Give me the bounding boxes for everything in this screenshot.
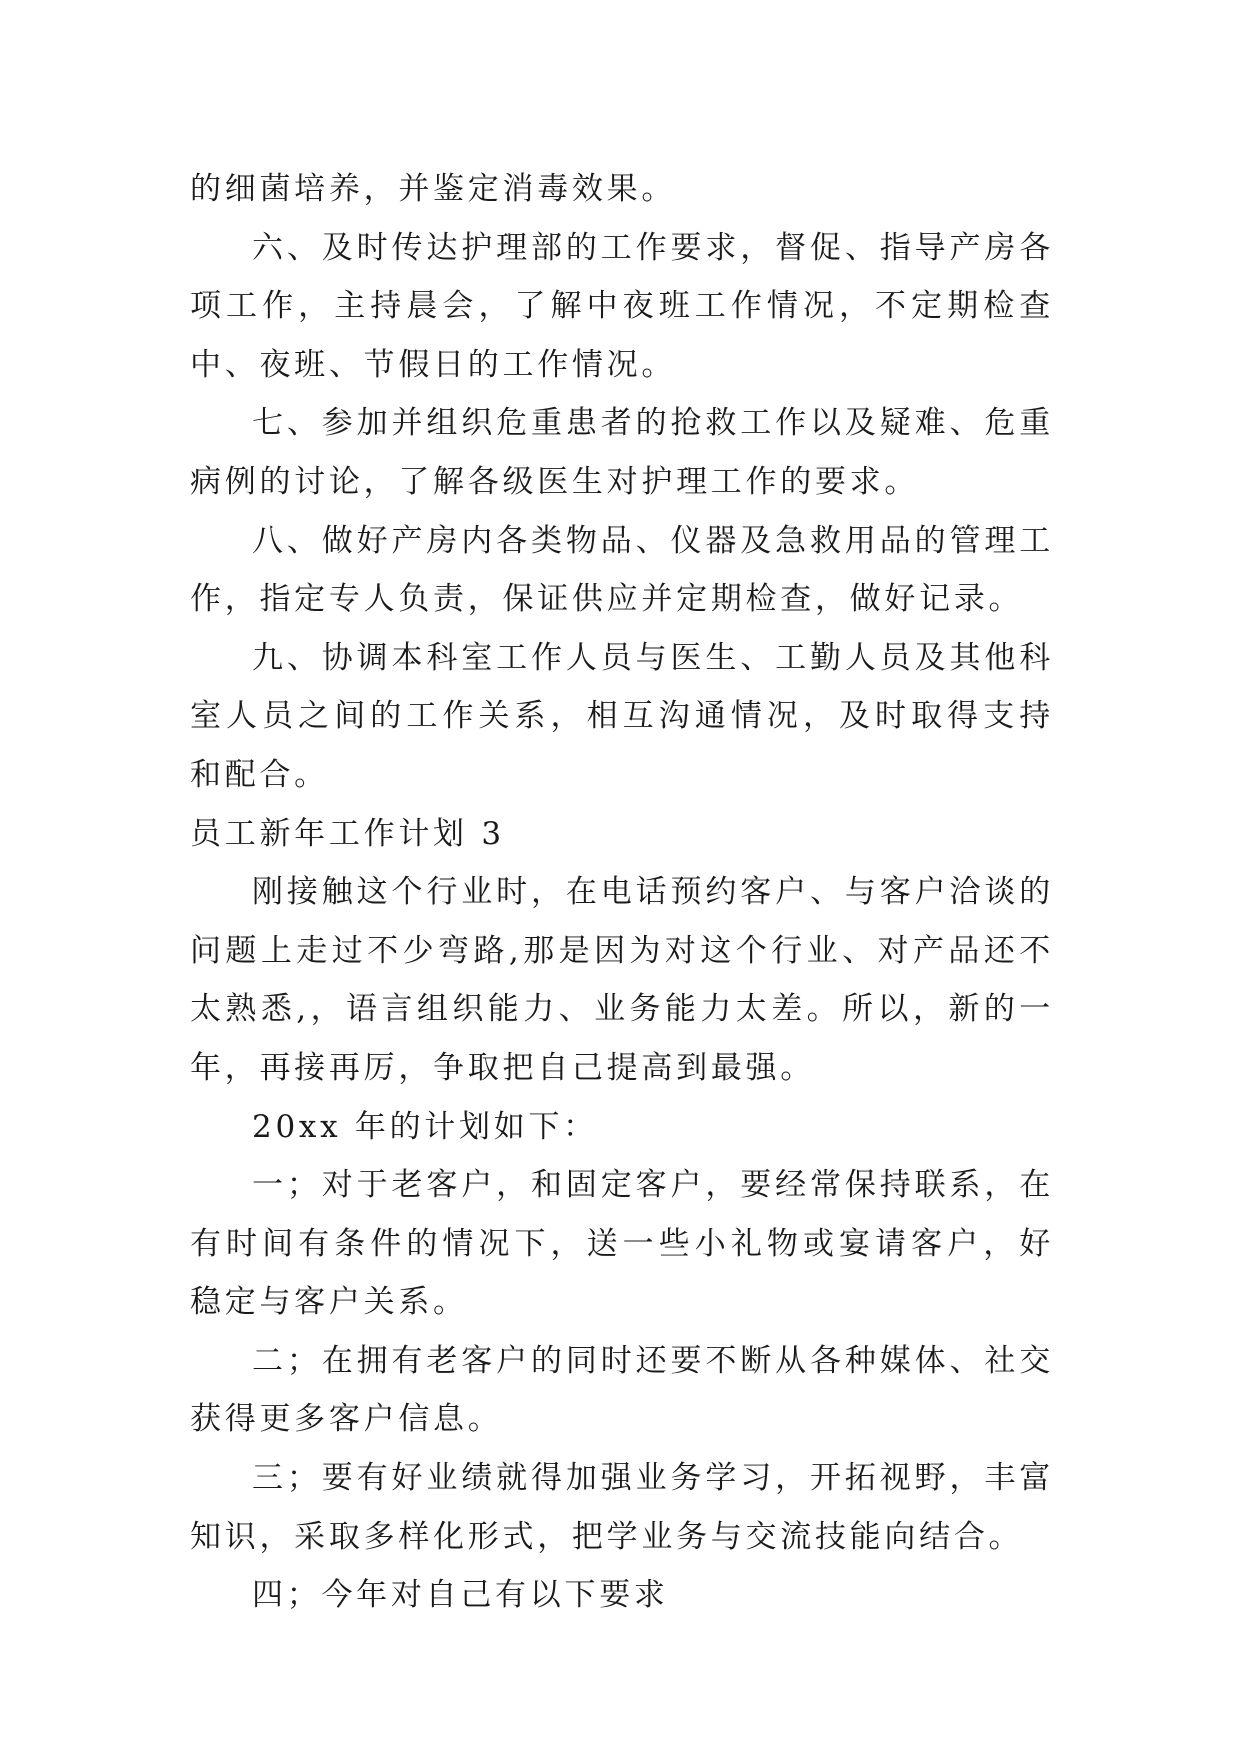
paragraph-item-9: 九、协调本科室工作人员与医生、工勤人员及其他科室人员之间的工作关系，相互沟通情况，及时取得支持和配合。 bbox=[190, 639, 1054, 793]
paragraph-continuation: 的细菌培养，并鉴定消毒效果。 bbox=[190, 171, 677, 207]
paragraph-plan-1: 一；对于老客户，和固定客户，要经常保持联系，在有时间有条件的情况下，送一些小礼物或宴请客户，好稳定与客户关系。 bbox=[190, 1167, 1054, 1321]
paragraph-item-8: 八、做好产房内各类物品、仪器及急救用品的管理工作，指定专人负责，保证供应并定期检查，做好记录。 bbox=[190, 522, 1054, 618]
paragraph-item-7: 七、参加并组织危重患者的抢救工作以及疑难、危重病例的讨论，了解各级医生对护理工作的要求。 bbox=[190, 405, 1054, 500]
paragraph-plan-title: 20xx 年的计划如下： bbox=[252, 1108, 598, 1145]
paragraph-plan-2: 二；在拥有老客户的同时还要不断从各种媒体、社交获得更多客户信息。 bbox=[190, 1342, 1054, 1438]
document-body bbox=[190, 160, 1054, 1625]
paragraph-plan-4: 四；今年对自己有以下要求 bbox=[252, 1577, 669, 1614]
paragraph-item-6: 六、及时传达护理部的工作要求，督促、指导产房各项工作，主持晨会，了解中夜班工作情况，不定期检查中、夜班、节假日的工作情况。 bbox=[190, 229, 1054, 383]
paragraph-intro: 刚接触这个行业时，在电话预约客户、与客户洽谈的问题上走过不少弯路,那是因为对这个行业、对产品还不太熟悉,，语言组织能力、业务能力太差。所以，新的一年，再接再厉，争取把自己提高到最强。 bbox=[190, 874, 1054, 1086]
paragraph-plan-3: 三；要有好业绩就得加强业务学习，开拓视野，丰富知识，采取多样化形式，把学业务与交流技能向结合。 bbox=[190, 1460, 1054, 1555]
section-heading: 员工新年工作计划 3 bbox=[190, 815, 505, 852]
